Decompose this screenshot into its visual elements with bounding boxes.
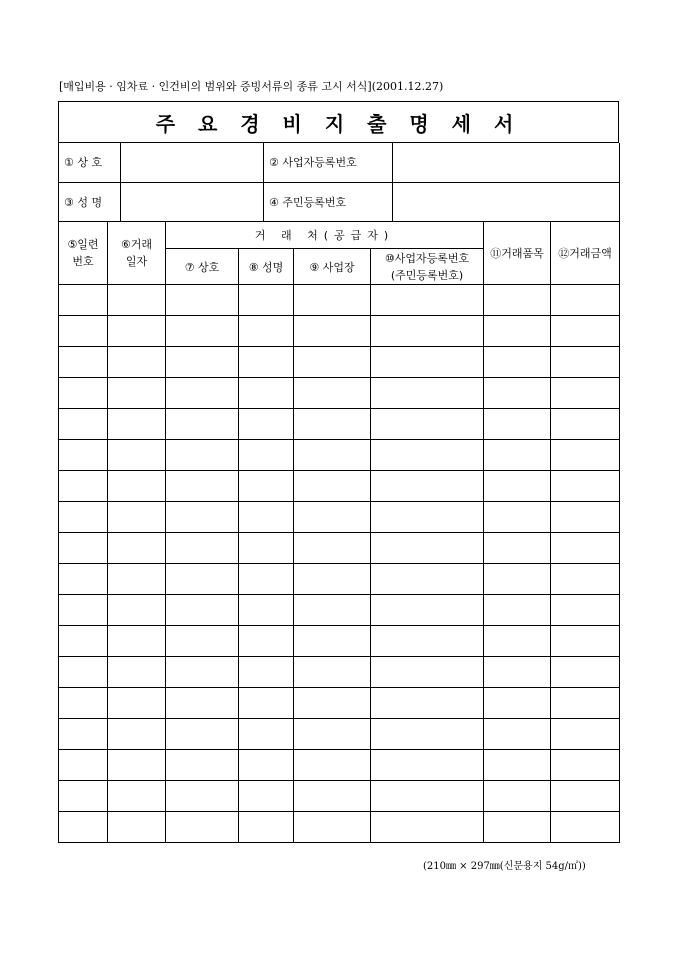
table-row [59,564,620,595]
amount-cell[interactable] [551,378,620,409]
item-cell[interactable] [484,719,551,750]
table-row [59,347,620,378]
reg-no-cell[interactable] [371,316,484,347]
name-cell[interactable] [239,409,294,440]
trade-date-cell[interactable] [108,347,166,378]
trade-date-header [108,222,166,285]
trade-name-cell[interactable] [166,471,239,502]
name-cell[interactable] [239,812,294,843]
table-row [59,316,620,347]
serial-no-header [59,222,108,285]
name-cell[interactable] [239,440,294,471]
serial-no-cell[interactable] [59,626,108,657]
reg-no-cell[interactable] [371,440,484,471]
place-cell[interactable] [294,657,371,688]
serial-no-cell[interactable] [59,378,108,409]
item-cell[interactable] [484,378,551,409]
serial-no-cell[interactable] [59,285,108,316]
name-cell[interactable] [239,719,294,750]
reg-no-cell[interactable] [371,564,484,595]
serial-no-cell[interactable] [59,781,108,812]
trade-name-cell[interactable] [166,409,239,440]
trade-date-cell[interactable] [108,750,166,781]
transaction-rows [59,285,620,843]
trade-date-cell[interactable] [108,626,166,657]
amount-cell[interactable] [551,595,620,626]
amount-cell[interactable] [551,750,620,781]
trade-date-cell[interactable] [108,657,166,688]
trade-date-cell[interactable] [108,533,166,564]
trade-date-cell[interactable] [108,409,166,440]
table-row [59,750,620,781]
name-cell[interactable] [239,595,294,626]
table-row [59,626,620,657]
item-cell[interactable] [484,502,551,533]
trade-date-header-line1: ⑥거래 [120,237,153,251]
serial-no-cell[interactable] [59,595,108,626]
amount-cell[interactable] [551,533,620,564]
item-cell[interactable] [484,781,551,812]
reg-no-cell[interactable] [371,688,484,719]
place-cell[interactable] [294,347,371,378]
item-cell[interactable] [484,316,551,347]
place-cell[interactable] [294,440,371,471]
table-row [59,440,620,471]
resident-reg-no-label: ④ 주민등록번호 [264,182,393,221]
serial-no-cell[interactable] [59,347,108,378]
trade-name-field[interactable] [121,143,264,182]
item-cell[interactable] [484,347,551,378]
amount-cell[interactable] [551,440,620,471]
table-row [59,471,620,502]
item-cell[interactable] [484,626,551,657]
name-cell[interactable] [239,781,294,812]
name-cell[interactable] [239,502,294,533]
counterparty-name-header: ⑧ 성명 [239,249,294,285]
name-cell[interactable] [239,688,294,719]
serial-no-cell[interactable] [59,316,108,347]
trade-date-cell[interactable] [108,316,166,347]
trade-date-cell[interactable] [108,719,166,750]
trade-name-cell[interactable] [166,347,239,378]
trade-name-cell[interactable] [166,502,239,533]
expense-statement-form [58,101,619,843]
reg-no-cell[interactable] [371,471,484,502]
place-cell[interactable] [294,316,371,347]
table-row [59,781,620,812]
trade-date-cell[interactable] [108,285,166,316]
trade-date-cell[interactable] [108,502,166,533]
amount-cell[interactable] [551,564,620,595]
serial-no-cell[interactable] [59,409,108,440]
table-row [59,688,620,719]
place-cell[interactable] [294,533,371,564]
counterparty-reg-no-header-line1: ⑩사업자등록번호 [384,251,470,265]
table-row [59,502,620,533]
reg-no-cell[interactable] [371,595,484,626]
item-cell[interactable] [484,285,551,316]
resident-reg-no-field[interactable] [393,182,620,221]
place-cell[interactable] [294,750,371,781]
name-label: ③ 성 명 [59,182,121,221]
trade-date-cell[interactable] [108,378,166,409]
place-cell[interactable] [294,378,371,409]
name-cell[interactable] [239,347,294,378]
amount-cell[interactable] [551,285,620,316]
item-cell[interactable] [484,657,551,688]
table-row [59,409,620,440]
name-cell[interactable] [239,316,294,347]
trade-name-cell[interactable] [166,781,239,812]
trade-name-cell[interactable] [166,378,239,409]
item-cell[interactable] [484,440,551,471]
amount-cell[interactable] [551,719,620,750]
trade-date-cell[interactable] [108,688,166,719]
taxpayer-info-table [58,143,620,222]
amount-cell[interactable] [551,409,620,440]
serial-no-cell[interactable] [59,440,108,471]
name-cell[interactable] [239,378,294,409]
place-cell[interactable] [294,595,371,626]
amount-cell[interactable] [551,502,620,533]
serial-no-header-line1: ⑤일련 [67,237,99,251]
amount-cell[interactable] [551,781,620,812]
place-cell[interactable] [294,285,371,316]
name-cell[interactable] [239,533,294,564]
place-cell[interactable] [294,719,371,750]
trade-name-cell[interactable] [166,626,239,657]
item-cell[interactable] [484,471,551,502]
item-cell[interactable] [484,595,551,626]
table-row [59,812,620,843]
trade-date-cell[interactable] [108,595,166,626]
trade-name-cell[interactable] [166,316,239,347]
trade-name-cell[interactable] [166,750,239,781]
counterparty-reg-no-header-line2: (주민등록번호) [390,268,464,282]
amount-cell[interactable] [551,812,620,843]
trade-name-cell[interactable] [166,533,239,564]
place-cell[interactable] [294,564,371,595]
amount-header: ⑫거래금액 [551,222,620,285]
transaction-table [58,222,620,844]
amount-cell[interactable] [551,626,620,657]
reg-no-cell[interactable] [371,533,484,564]
reg-no-cell[interactable] [371,347,484,378]
serial-no-cell[interactable] [59,564,108,595]
name-cell[interactable] [239,626,294,657]
reg-no-cell[interactable] [371,719,484,750]
serial-no-cell[interactable] [59,657,108,688]
trade-name-cell[interactable] [166,564,239,595]
counterparty-trade-name-header: ⑦ 상호 [166,249,239,285]
reg-no-cell[interactable] [371,285,484,316]
table-row [59,378,620,409]
place-cell[interactable] [294,471,371,502]
serial-no-cell[interactable] [59,812,108,843]
table-row [59,595,620,626]
counterparty-reg-no-header [371,249,484,285]
name-cell[interactable] [239,657,294,688]
serial-no-header-line2: 번호 [72,254,94,268]
item-cell[interactable] [484,750,551,781]
trade-date-header-line2: 일자 [125,254,148,268]
counterparty-place-header: ⑨ 사업장 [294,249,371,285]
serial-no-cell[interactable] [59,750,108,781]
trade-name-cell[interactable] [166,812,239,843]
amount-cell[interactable] [551,657,620,688]
item-cell[interactable] [484,564,551,595]
name-field[interactable] [121,182,264,221]
item-header: ⑪거래품목 [484,222,551,285]
paper-size-note: (210㎜ × 297㎜(신문용지 54g/㎡)) [423,861,586,872]
serial-no-cell[interactable] [59,719,108,750]
reg-no-cell[interactable] [371,502,484,533]
serial-no-cell[interactable] [59,502,108,533]
table-row [59,657,620,688]
item-cell[interactable] [484,409,551,440]
place-cell[interactable] [294,626,371,657]
trade-date-cell[interactable] [108,471,166,502]
trade-date-cell[interactable] [108,781,166,812]
reg-no-cell[interactable] [371,409,484,440]
serial-no-cell[interactable] [59,688,108,719]
counterparty-group-header: 거 래 처(공급자) [166,222,484,249]
reg-no-cell[interactable] [371,657,484,688]
trade-name-cell[interactable] [166,285,239,316]
name-cell[interactable] [239,471,294,502]
amount-cell[interactable] [551,688,620,719]
trade-date-cell[interactable] [108,564,166,595]
table-row [59,719,620,750]
serial-no-cell[interactable] [59,533,108,564]
name-cell[interactable] [239,750,294,781]
trade-name-cell[interactable] [166,719,239,750]
place-cell[interactable] [294,502,371,533]
form-reference-note: [매입비용 · 임차료 · 인건비의 범위와 증빙서류의 종류 고시 서식](2001.12.27) [59,80,444,93]
table-row [59,533,620,564]
place-cell[interactable] [294,812,371,843]
trade-date-cell[interactable] [108,440,166,471]
name-cell[interactable] [239,285,294,316]
reg-no-cell[interactable] [371,812,484,843]
reg-no-cell[interactable] [371,378,484,409]
business-reg-no-field[interactable] [393,143,620,182]
place-cell[interactable] [294,688,371,719]
trade-name-label: ① 상 호 [59,143,121,182]
amount-cell[interactable] [551,347,620,378]
name-cell[interactable] [239,564,294,595]
item-cell[interactable] [484,812,551,843]
reg-no-cell[interactable] [371,626,484,657]
serial-no-cell[interactable] [59,471,108,502]
place-cell[interactable] [294,409,371,440]
business-reg-no-label: ② 사업자등록번호 [264,143,393,182]
form-title: 주 요 경 비 지 출 명 세 서 [58,101,619,143]
place-cell[interactable] [294,781,371,812]
trade-name-cell[interactable] [166,688,239,719]
trade-date-cell[interactable] [108,812,166,843]
amount-cell[interactable] [551,316,620,347]
trade-name-cell[interactable] [166,595,239,626]
item-cell[interactable] [484,688,551,719]
table-row [59,285,620,316]
amount-cell[interactable] [551,471,620,502]
reg-no-cell[interactable] [371,781,484,812]
trade-name-cell[interactable] [166,440,239,471]
item-cell[interactable] [484,533,551,564]
reg-no-cell[interactable] [371,750,484,781]
trade-name-cell[interactable] [166,657,239,688]
